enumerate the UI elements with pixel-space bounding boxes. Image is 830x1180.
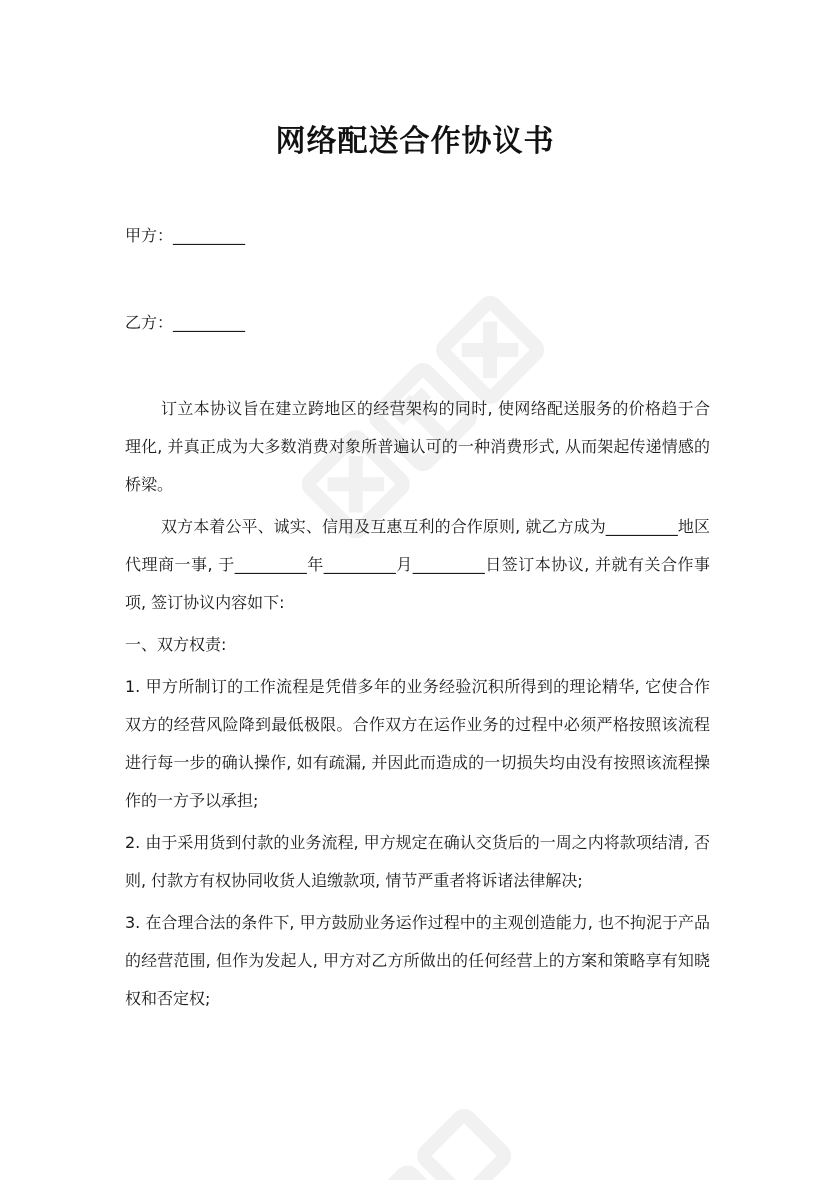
agreement-body	[125, 390, 710, 1018]
intro-paragraph: 订立本协议旨在建立跨地区的经营架构的同时, 使网络配送服务的价格趋于合理化, 并真正成为大多数消费对象所普遍认可的一种消费形式, 从而架起传递情感的桥梁。	[125, 399, 710, 494]
section-heading: 一、双方权责:	[125, 635, 227, 654]
principles-paragraph: 双方本着公平、诚实、信用及互惠互利的合作原则, 就乙方成为_________地区代理商一事, 于_________年_________月_________日签订本协议, 并就有关合作事项, 签订协议内容如下:	[125, 517, 710, 612]
party-a-line: 甲方：_________	[125, 226, 246, 245]
watermark-icon	[300, 1070, 600, 1180]
clause-1: 1. 甲方所制订的工作流程是凭借多年的业务经验沉积所得到的理论精华, 它使合作双方的经营风险降到最低极限。合作双方在运作业务的过程中必须严格按照该流程进行每一步的确认操作, 如有疏漏, 并因此而造成的一切损失均由没有按照该流程操作的一方予以承担;	[125, 677, 710, 810]
document-title: 网络配送合作协议书	[275, 124, 555, 159]
clause-3: 3. 在合理合法的条件下, 甲方鼓励业务运作过程中的主观创造能力, 也不拘泥于产品的经营范围, 但作为发起人, 甲方对乙方所做出的任何经营上的方案和策略享有知晓权和否定权;	[125, 913, 710, 1008]
party-b-line: 乙方：_________	[125, 313, 246, 332]
clause-2: 2. 由于采用货到付款的业务流程, 甲方规定在确认交货后的一周之内将款项结清, 否则, 付款方有权协同收货人追缴款项, 情节严重者将诉诸法律解决;	[125, 833, 710, 890]
